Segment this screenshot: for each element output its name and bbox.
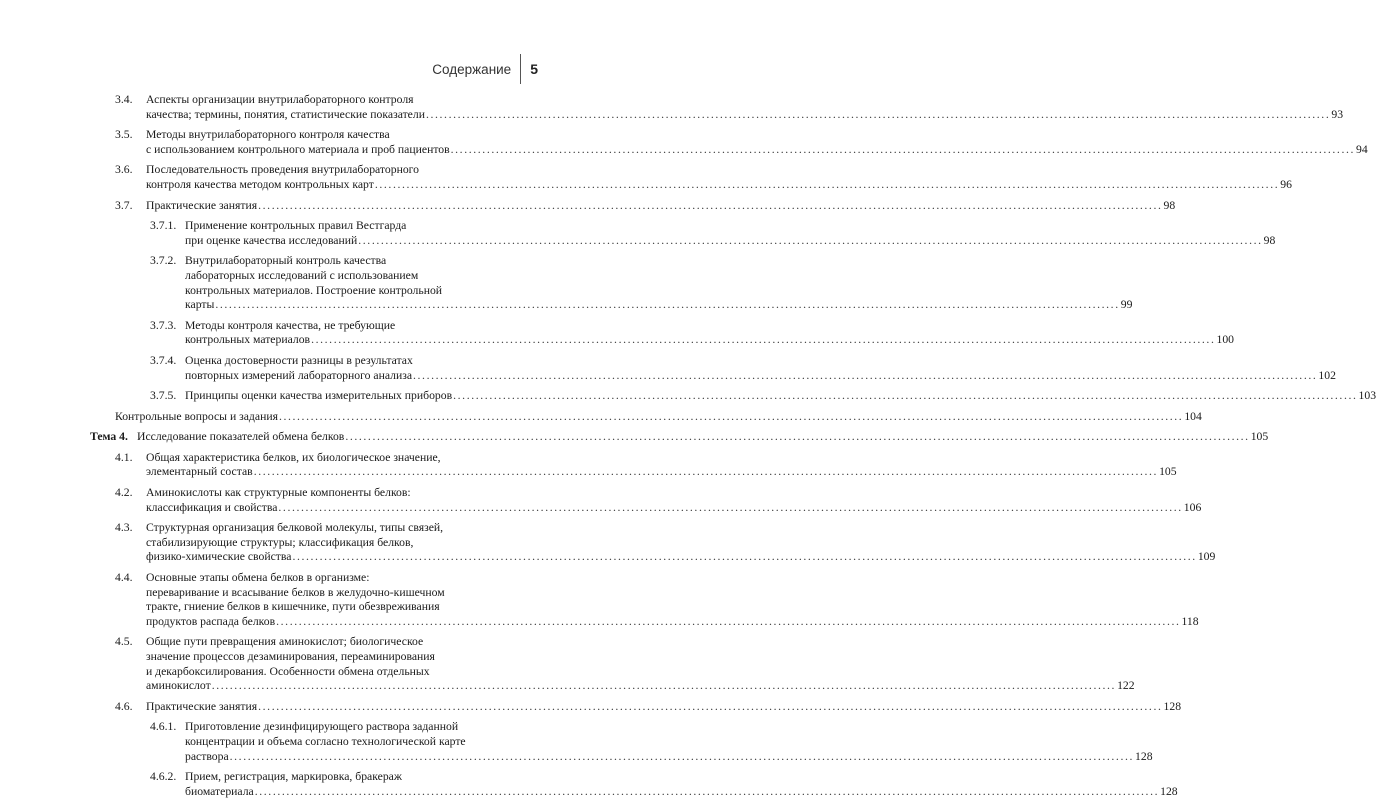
dot-leader: ........................................................................................................................................................................................................ xyxy=(345,430,1250,444)
toc-entry[interactable] xyxy=(90,770,1178,799)
running-header xyxy=(432,54,538,84)
toc-entry-text: Последовательность проведения внутрилабораторного xyxy=(146,163,420,177)
dot-leader: ........................................................................................................................................................................................................ xyxy=(413,368,1318,382)
toc-entry[interactable] xyxy=(90,198,1176,214)
toc-entry-text: Приготовление дезинфицирующего раствора заданной xyxy=(185,720,459,734)
toc-entry-text: аминокислот xyxy=(146,679,211,693)
toc-entry-text: Оценка достоверности разницы в результатах xyxy=(185,353,413,367)
toc-entry-line xyxy=(185,785,1178,800)
toc-entry-text: тракте, гниение белков в кишечнике, пути обезвреживания xyxy=(146,600,440,614)
toc-entry-text: Прием, регистрация, маркировка, бракераж xyxy=(185,770,402,784)
toc-entry-text: Применение контрольных правил Вестгарда xyxy=(185,219,407,233)
toc-entry-text: продуктов распада белков xyxy=(146,614,276,628)
toc-page-number: 104 xyxy=(1184,409,1202,423)
toc-entry-line xyxy=(185,750,1153,765)
toc-page-number: 118 xyxy=(1181,614,1199,628)
dot-leader: ........................................................................................................................................................................................................ xyxy=(276,614,1181,628)
page-number: 5 xyxy=(530,61,538,77)
toc-page-number: 103 xyxy=(1358,389,1376,403)
toc-entry-line xyxy=(185,354,1336,369)
toc-entry[interactable] xyxy=(90,93,1344,122)
toc-entry-number: 4.6.2. xyxy=(150,770,177,784)
toc-entry-line xyxy=(185,720,1153,735)
toc-entry[interactable] xyxy=(90,521,1216,565)
toc-entry-line xyxy=(146,128,1368,143)
toc-entry-number: 4.6. xyxy=(115,699,133,713)
toc-entry-line xyxy=(185,333,1234,348)
toc-entry-line xyxy=(146,679,1135,694)
toc-page-number: 98 xyxy=(1163,198,1176,212)
toc-entry-line xyxy=(146,108,1343,123)
toc-entry-number: 4.5. xyxy=(115,635,133,649)
toc-page-number: 109 xyxy=(1197,550,1216,564)
toc-entry-line xyxy=(115,410,1202,425)
toc-entry-text: Методы внутрилабораторного контроля качества xyxy=(146,128,390,142)
toc-entry-number: 3.7. xyxy=(115,198,133,212)
toc-entry-text: физико-химические свойства xyxy=(146,550,292,564)
toc-entry[interactable] xyxy=(90,318,1234,348)
toc-entry-number: 4.2. xyxy=(115,486,133,500)
dot-leader: ........................................................................................................................................................................................................ xyxy=(374,177,1280,191)
toc-entry-line xyxy=(146,536,1215,551)
toc-entry-line xyxy=(146,451,1177,466)
dot-leader: ........................................................................................................................................................................................................ xyxy=(253,465,1159,479)
table-of-contents xyxy=(90,93,1376,805)
toc-entry-number: Тема 4. xyxy=(90,430,128,444)
toc-entry[interactable] xyxy=(90,720,1153,764)
toc-entry-text: контрольных материалов xyxy=(185,333,311,347)
toc-entry-line xyxy=(146,178,1292,193)
toc-page-number: 94 xyxy=(1356,142,1368,156)
toc-entry-line xyxy=(185,284,1132,299)
toc-entry-text: Внутрилабораторный контроль качества xyxy=(185,254,387,268)
toc-entry-text: классификация и свойства xyxy=(146,500,278,514)
toc-entry-text: качества; термины, понятия, статистические показатели xyxy=(146,107,425,121)
dot-leader: ........................................................................................................................................................................................................ xyxy=(258,699,1163,713)
toc-entry-text: Принципы оценки качества измерительных приборов xyxy=(185,389,453,403)
toc-entry-text: Общая характеристика белков, их биологическое значение, xyxy=(146,450,441,464)
toc-entry-line xyxy=(185,389,1376,404)
dot-leader: ........................................................................................................................................................................................................ xyxy=(292,550,1197,564)
dot-leader: ........................................................................................................................................................................................................ xyxy=(229,749,1135,763)
toc-entry-line xyxy=(146,650,1135,665)
toc-entry-line xyxy=(146,486,1201,501)
toc-entry-text: контрольных материалов. Построение контрольной xyxy=(185,283,443,297)
toc-entry-line xyxy=(146,199,1175,214)
toc-entry-line xyxy=(146,465,1177,480)
toc-entry-line xyxy=(146,700,1181,715)
dot-leader: ........................................................................................................................................................................................................ xyxy=(258,198,1163,212)
toc-entry-text: Практические занятия xyxy=(146,699,258,713)
toc-entry-text: Общие пути превращения аминокислот; биологическое xyxy=(146,635,424,649)
toc-entry[interactable] xyxy=(90,571,1199,629)
toc-entry-number: 3.7.2. xyxy=(150,254,177,268)
toc-entry-text: контроля качества методом контрольных карт xyxy=(146,177,374,191)
toc-page-number: 96 xyxy=(1280,177,1292,191)
toc-entry-line xyxy=(185,298,1132,313)
toc-theme-entry[interactable] xyxy=(90,430,1269,445)
toc-page-number: 128 xyxy=(1135,749,1153,763)
toc-entry-text: переваривание и всасывание белков в желудочно-кишечном xyxy=(146,585,445,599)
toc-entry-text: Практические занятия xyxy=(146,198,258,212)
toc-entry-line xyxy=(146,521,1215,536)
toc-entry[interactable] xyxy=(90,635,1135,693)
toc-page-number: 93 xyxy=(1331,107,1344,121)
toc-entry-line xyxy=(185,369,1336,384)
dot-leader: ........................................................................................................................................................................................................ xyxy=(453,389,1358,403)
toc-page-number: 122 xyxy=(1117,679,1135,693)
running-header-title: Содержание xyxy=(432,61,512,77)
toc-entry-number: 3.7.3. xyxy=(150,318,177,332)
toc-entry-number: 4.1. xyxy=(115,450,133,464)
toc-entry-text: стабилизирующие структуры; классификация белков, xyxy=(146,535,414,549)
toc-page-number: 105 xyxy=(1159,465,1177,479)
toc-entry-text: значение процессов дезаминирования, переаминирования xyxy=(146,650,435,663)
toc-entry-text: повторных измерений лабораторного анализа xyxy=(185,368,413,382)
toc-page-number: 128 xyxy=(1163,699,1182,713)
dot-leader: ........................................................................................................................................................................................................ xyxy=(254,784,1160,798)
toc-entry-text: биоматериала xyxy=(185,784,254,798)
toc-page-number: 128 xyxy=(1160,784,1178,798)
toc-entry-number: 3.5. xyxy=(115,128,133,142)
toc-page-number: 100 xyxy=(1216,333,1234,347)
toc-entry-line xyxy=(146,143,1368,158)
toc-entry-line xyxy=(185,269,1132,284)
toc-entry-line xyxy=(146,615,1199,630)
toc-entry[interactable] xyxy=(90,409,1202,425)
dot-leader: ........................................................................................................................................................................................................ xyxy=(278,500,1183,514)
toc-entry-text: Аминокислоты как структурные компоненты белков: xyxy=(146,486,411,500)
toc-entry-number: 3.7.5. xyxy=(150,389,177,403)
toc-entry-text: при оценке качества исследований xyxy=(185,233,358,247)
toc-entry-number: 3.6. xyxy=(115,163,133,177)
dot-leader: ........................................................................................................................................................................................................ xyxy=(425,107,1331,121)
toc-entry-text: концентрации и объема согласно технологической карте xyxy=(185,734,466,748)
dot-leader: ........................................................................................................................................................................................................ xyxy=(358,233,1263,247)
toc-entry[interactable] xyxy=(90,389,1376,404)
dot-leader: ........................................................................................................................................................................................................ xyxy=(215,298,1120,312)
toc-entry-line xyxy=(146,635,1135,650)
toc-entry[interactable] xyxy=(90,163,1292,192)
toc-entry-text: раствора xyxy=(185,749,229,763)
toc-entry-line xyxy=(146,163,1292,178)
toc-entry[interactable] xyxy=(90,254,1133,312)
toc-entry[interactable] xyxy=(90,353,1336,383)
toc-entry-text: Аспекты организации внутрилабораторного контроля xyxy=(146,93,414,106)
toc-entry-text: карты xyxy=(185,298,215,312)
toc-page-number: 106 xyxy=(1183,500,1202,514)
dot-leader: ........................................................................................................................................................................................................ xyxy=(311,333,1216,347)
toc-page-number: 99 xyxy=(1120,298,1133,312)
toc-entry-line xyxy=(146,665,1135,680)
toc-entry-line xyxy=(146,550,1215,565)
toc-entry-text: Структурная организация белковой молекулы, типы связей, xyxy=(146,521,444,535)
dot-leader: ........................................................................................................................................................................................................ xyxy=(278,409,1184,423)
toc-entry-text: Методы контроля качества, не требующие xyxy=(185,318,396,332)
toc-page-number: 105 xyxy=(1250,430,1269,444)
toc-page-number: 102 xyxy=(1318,368,1336,382)
toc-entry-text: Основные этапы обмена белков в организме: xyxy=(146,571,370,585)
toc-entry[interactable] xyxy=(90,699,1182,715)
toc-entry-number: 4.4. xyxy=(115,571,133,585)
toc-entry-line xyxy=(146,501,1201,516)
toc-page-number: 98 xyxy=(1263,233,1276,247)
dot-leader: ........................................................................................................................................................................................................ xyxy=(450,142,1356,156)
toc-entry[interactable] xyxy=(90,486,1202,515)
toc-entry-text: Исследование показателей обмена белков xyxy=(137,430,345,444)
toc-entry[interactable] xyxy=(90,450,1177,480)
toc-entry-line xyxy=(146,586,1199,601)
toc-entry-line xyxy=(137,430,1268,445)
toc-entry-number: 4.3. xyxy=(115,521,133,535)
toc-entry-line xyxy=(185,234,1275,249)
toc-entry-text: лабораторных исследований с использованием xyxy=(185,268,419,282)
toc-entry-text: с использованием контрольного материала и проб пациентов xyxy=(146,142,450,156)
toc-entry-number: 3.7.1. xyxy=(150,219,177,233)
header-divider xyxy=(520,54,521,84)
toc-entry-line xyxy=(146,600,1199,615)
toc-entry-line xyxy=(185,319,1234,334)
toc-entry-text: Контрольные вопросы и задания xyxy=(115,409,278,423)
toc-entry-line xyxy=(185,770,1178,785)
toc-entry-line xyxy=(146,571,1199,586)
toc-entry-line xyxy=(146,93,1343,108)
toc-entry-text: элементарный состав xyxy=(146,465,253,479)
toc-entry-text: и декарбоксилирования. Особенности обмена отдельных xyxy=(146,664,430,678)
toc-entry[interactable] xyxy=(90,128,1368,157)
toc-entry-line xyxy=(185,254,1132,269)
toc-entry-line xyxy=(185,735,1153,750)
toc-entry-line xyxy=(185,219,1275,234)
toc-entry-number: 3.4. xyxy=(115,93,133,106)
dot-leader: ........................................................................................................................................................................................................ xyxy=(211,679,1117,693)
toc-entry-number: 3.7.4. xyxy=(150,353,177,367)
toc-entry[interactable] xyxy=(90,219,1276,248)
toc-entry-number: 4.6.1. xyxy=(150,720,177,734)
